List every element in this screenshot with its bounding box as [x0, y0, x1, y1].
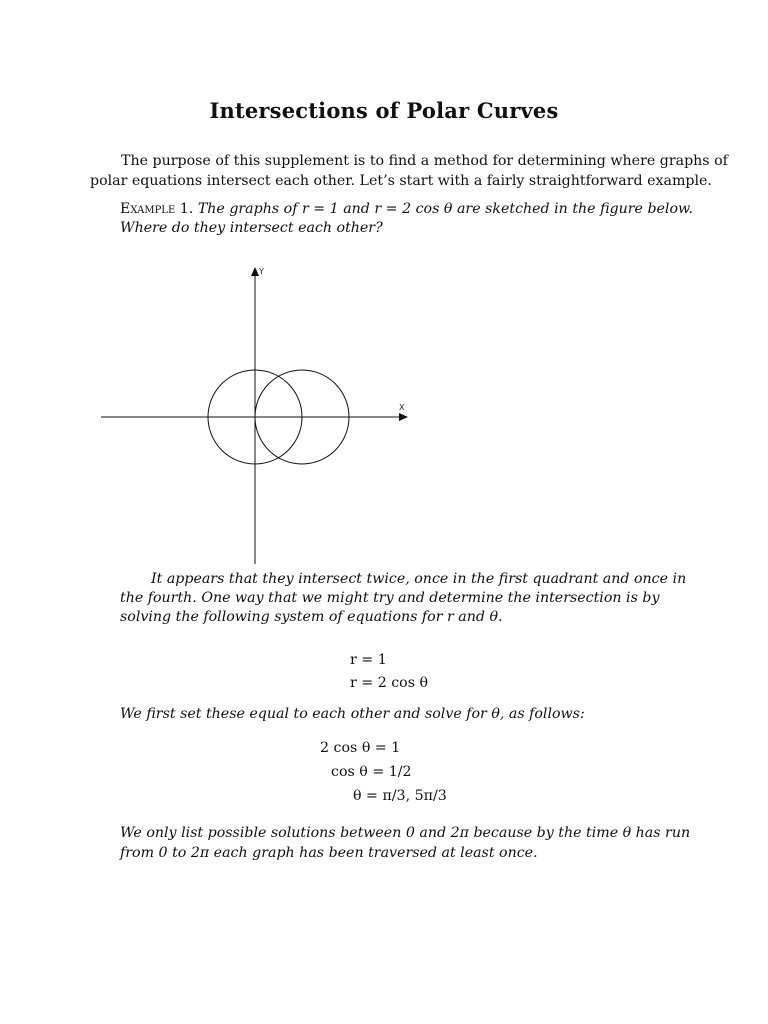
x-axis-arrow: [399, 413, 408, 421]
system-eq-1: r = 1: [350, 652, 387, 668]
discussion-line-1: It appears that they intersect twice, once in the first quadrant and once in: [151, 571, 687, 587]
solution-step-1: 2 cos θ = 1: [320, 740, 401, 756]
example-text-c: are sketched in the figure below.: [452, 201, 693, 217]
system-eq-2: r = 2 cos θ: [350, 675, 429, 691]
example-text-b: and: [338, 201, 375, 217]
closing-line-1: We only list possible solutions between 0 and 2π because by the time θ has run: [120, 825, 691, 841]
intro-line-2: polar equations intersect each other. Let’s start with a fairly straightforward example.: [90, 173, 712, 189]
y-axis-label: Y: [259, 267, 264, 276]
example-label: Example 1.: [120, 201, 194, 217]
document-title: Intersections of Polar Curves: [209, 98, 559, 123]
discussion-line-3: solving the following system of equations for r and θ.: [120, 609, 503, 625]
example-line-1: [120, 199, 693, 219]
solution-step-2: cos θ = 1/2: [331, 764, 412, 780]
closing-line-2: from 0 to 2π each graph has been traversed at least once.: [120, 845, 538, 861]
y-axis-arrow: [251, 267, 259, 276]
example-text-a: The graphs of: [197, 201, 302, 217]
polar-figure: [96, 262, 416, 568]
solve-intro: We first set these equal to each other and solve for θ, as follows:: [120, 706, 585, 722]
example-eq-1: r = 1: [301, 201, 339, 217]
intro-line-1: The purpose of this supplement is to find a method for determining where graphs of: [121, 153, 728, 169]
example-eq-2: r = 2 cos θ: [374, 201, 453, 217]
polar-graph-svg: [96, 262, 416, 568]
example-line-2: Where do they intersect each other?: [120, 220, 383, 236]
solution-step-3: θ = π/3, 5π/3: [353, 788, 447, 804]
discussion-line-2: the fourth. One way that we might try and determine the intersection is by: [120, 590, 660, 606]
x-axis-label: X: [399, 403, 405, 412]
